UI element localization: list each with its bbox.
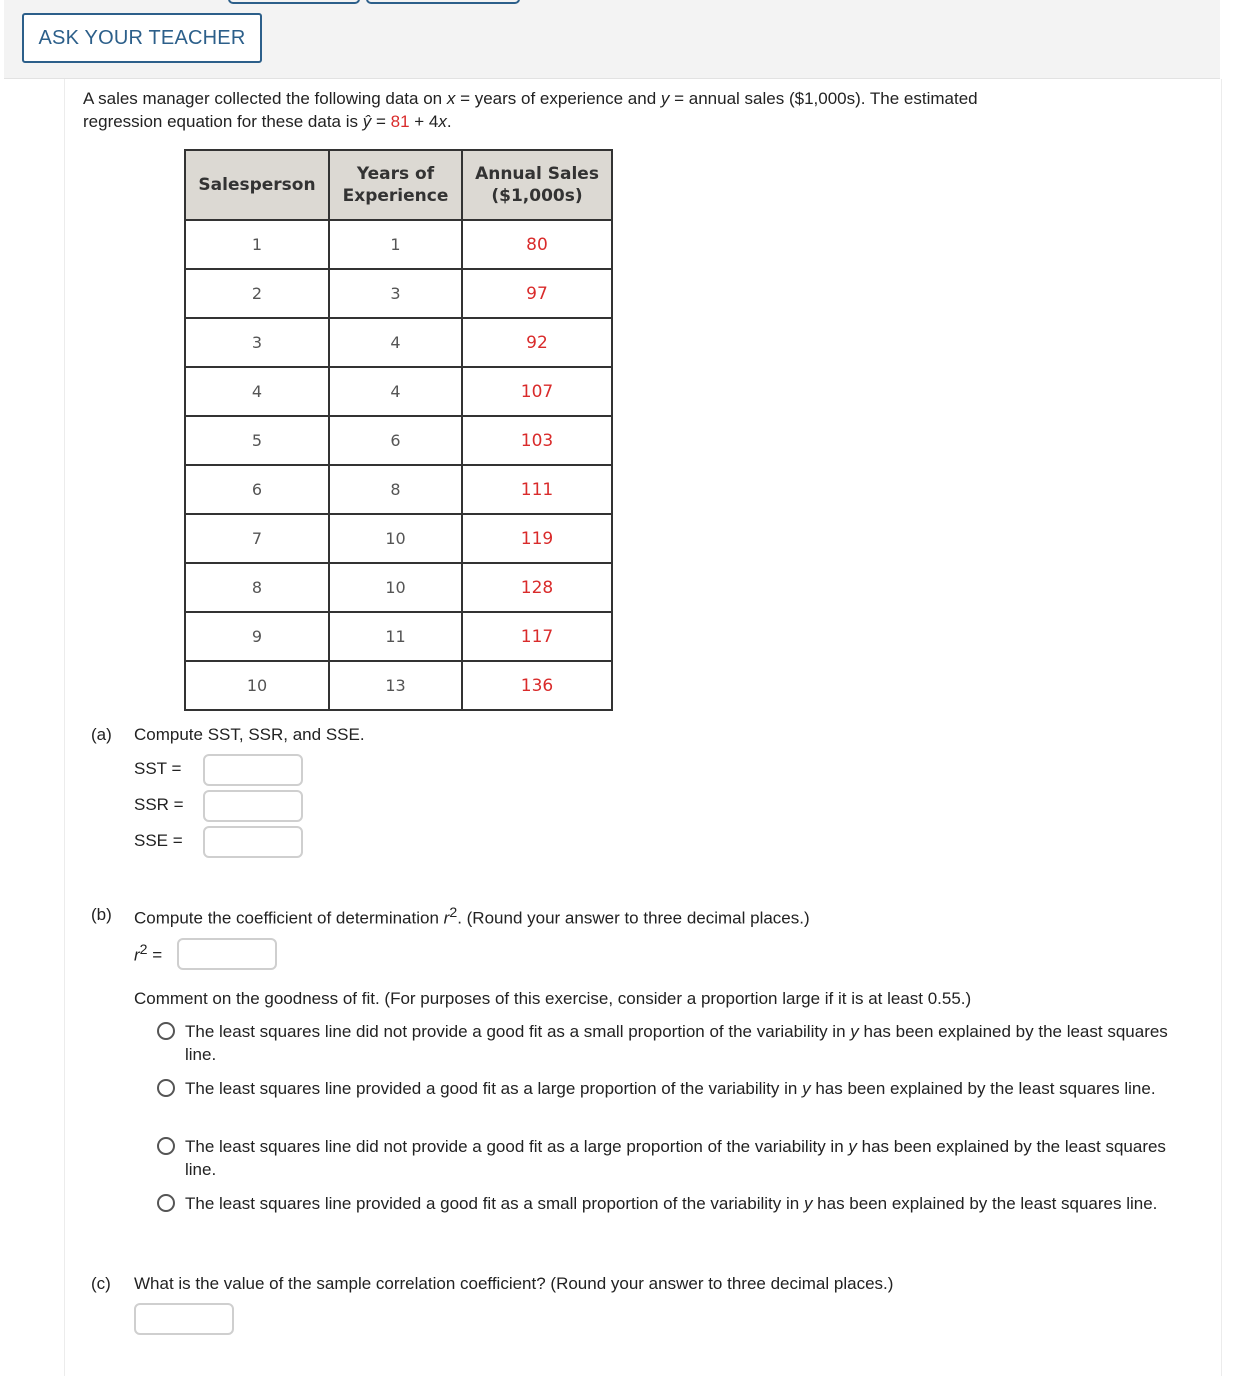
fit-option-3-radio[interactable]	[157, 1137, 175, 1155]
part-a-prompt: Compute SST, SSR, and SSE.	[134, 725, 365, 744]
ask-your-teacher-button[interactable]: ASK YOUR TEACHER	[22, 13, 262, 63]
table-row	[185, 367, 612, 416]
salesperson-cell: 6	[185, 465, 329, 514]
table-row	[185, 416, 612, 465]
years-cell: 10	[329, 563, 462, 612]
sales-cell: 128	[462, 563, 612, 612]
fit-option-2-radio[interactable]	[157, 1079, 175, 1097]
table-row	[185, 220, 612, 269]
fit-option-2-label[interactable]: The least squares line provided a good fit as a large proportion of the variability in y has been explained by the least squares line.	[185, 1079, 1156, 1098]
table-row	[185, 269, 612, 318]
table-row	[185, 318, 612, 367]
salesperson-cell: 1	[185, 220, 329, 269]
header-tab-2[interactable]	[366, 0, 520, 4]
table-row	[185, 514, 612, 563]
header-years: Years of Experience	[329, 150, 462, 220]
r2-label: $r^2$ =	[134, 942, 163, 965]
sales-cell: 136	[462, 661, 612, 710]
sales-cell: 117	[462, 612, 612, 661]
fit-option-4-radio[interactable]	[157, 1194, 175, 1212]
header-tab-1[interactable]	[228, 0, 360, 4]
salesperson-cell: 10	[185, 661, 329, 710]
years-cell: 3	[329, 269, 462, 318]
years-cell: 4	[329, 367, 462, 416]
sales-cell: 119	[462, 514, 612, 563]
table-row	[185, 465, 612, 514]
salesperson-cell: 7	[185, 514, 329, 563]
part-b-label: (b)	[91, 905, 112, 924]
part-a-label: (a)	[91, 725, 112, 744]
question-intro: A sales manager collected the following data on x = years of experience and y = annual sales ($1,000s). The estimated regression equation for these data is ŷ = 81 + 4x.	[83, 89, 978, 131]
table-row	[185, 661, 612, 710]
sst-input[interactable]	[203, 754, 303, 786]
fit-option-3-label[interactable]: The least squares line did not provide a good fit as a large proportion of the variability in y has been explained by the least squares line.	[185, 1137, 1166, 1179]
r2-input[interactable]	[177, 938, 277, 970]
sse-label: SSE =	[134, 831, 183, 850]
salesperson-cell: 9	[185, 612, 329, 661]
part-c-label: (c)	[91, 1274, 111, 1293]
header-bar	[4, 0, 1220, 79]
fit-option-4-label[interactable]: The least squares line provided a good fit as a small proportion of the variability in y has been explained by the least squares line.	[185, 1194, 1158, 1213]
salesperson-cell: 4	[185, 367, 329, 416]
sse-input[interactable]	[203, 826, 303, 858]
salesperson-cell: 2	[185, 269, 329, 318]
goodness-of-fit-prompt: Comment on the goodness of fit. (For purposes of this exercise, consider a proportion large if it is at least 0.55.)	[134, 989, 972, 1008]
fit-option-1-radio[interactable]	[157, 1022, 175, 1040]
fit-option-1-label[interactable]: The least squares line did not provide a good fit as a small proportion of the variability in y has been explained by the least squares line.	[185, 1022, 1168, 1064]
salesperson-cell: 8	[185, 563, 329, 612]
years-cell: 4	[329, 318, 462, 367]
sales-cell: 97	[462, 269, 612, 318]
table-row	[185, 612, 612, 661]
sales-cell: 111	[462, 465, 612, 514]
years-cell: 1	[329, 220, 462, 269]
sales-data-table	[184, 149, 613, 711]
part-c-prompt: What is the value of the sample correlation coefficient? (Round your answer to three decimal places.)	[134, 1274, 894, 1293]
correlation-input[interactable]	[134, 1303, 234, 1335]
sales-cell: 92	[462, 318, 612, 367]
years-cell: 10	[329, 514, 462, 563]
sales-cell: 103	[462, 416, 612, 465]
ssr-label: SSR =	[134, 795, 184, 814]
years-cell: 11	[329, 612, 462, 661]
salesperson-cell: 3	[185, 318, 329, 367]
years-cell: 13	[329, 661, 462, 710]
intercept-value: 81	[390, 112, 410, 131]
header-sales: Annual Sales ($1,000s)	[462, 150, 612, 220]
salesperson-cell: 5	[185, 416, 329, 465]
ssr-input[interactable]	[203, 790, 303, 822]
sst-label: SST =	[134, 759, 182, 778]
table-row	[185, 563, 612, 612]
part-b-prompt: Compute the coefficient of determination $r^2$. (Round your answer to three decimal places.)	[134, 905, 810, 928]
sales-cell: 107	[462, 367, 612, 416]
years-cell: 6	[329, 416, 462, 465]
header-salesperson: Salesperson	[185, 150, 329, 220]
sales-cell: 80	[462, 220, 612, 269]
years-cell: 8	[329, 465, 462, 514]
